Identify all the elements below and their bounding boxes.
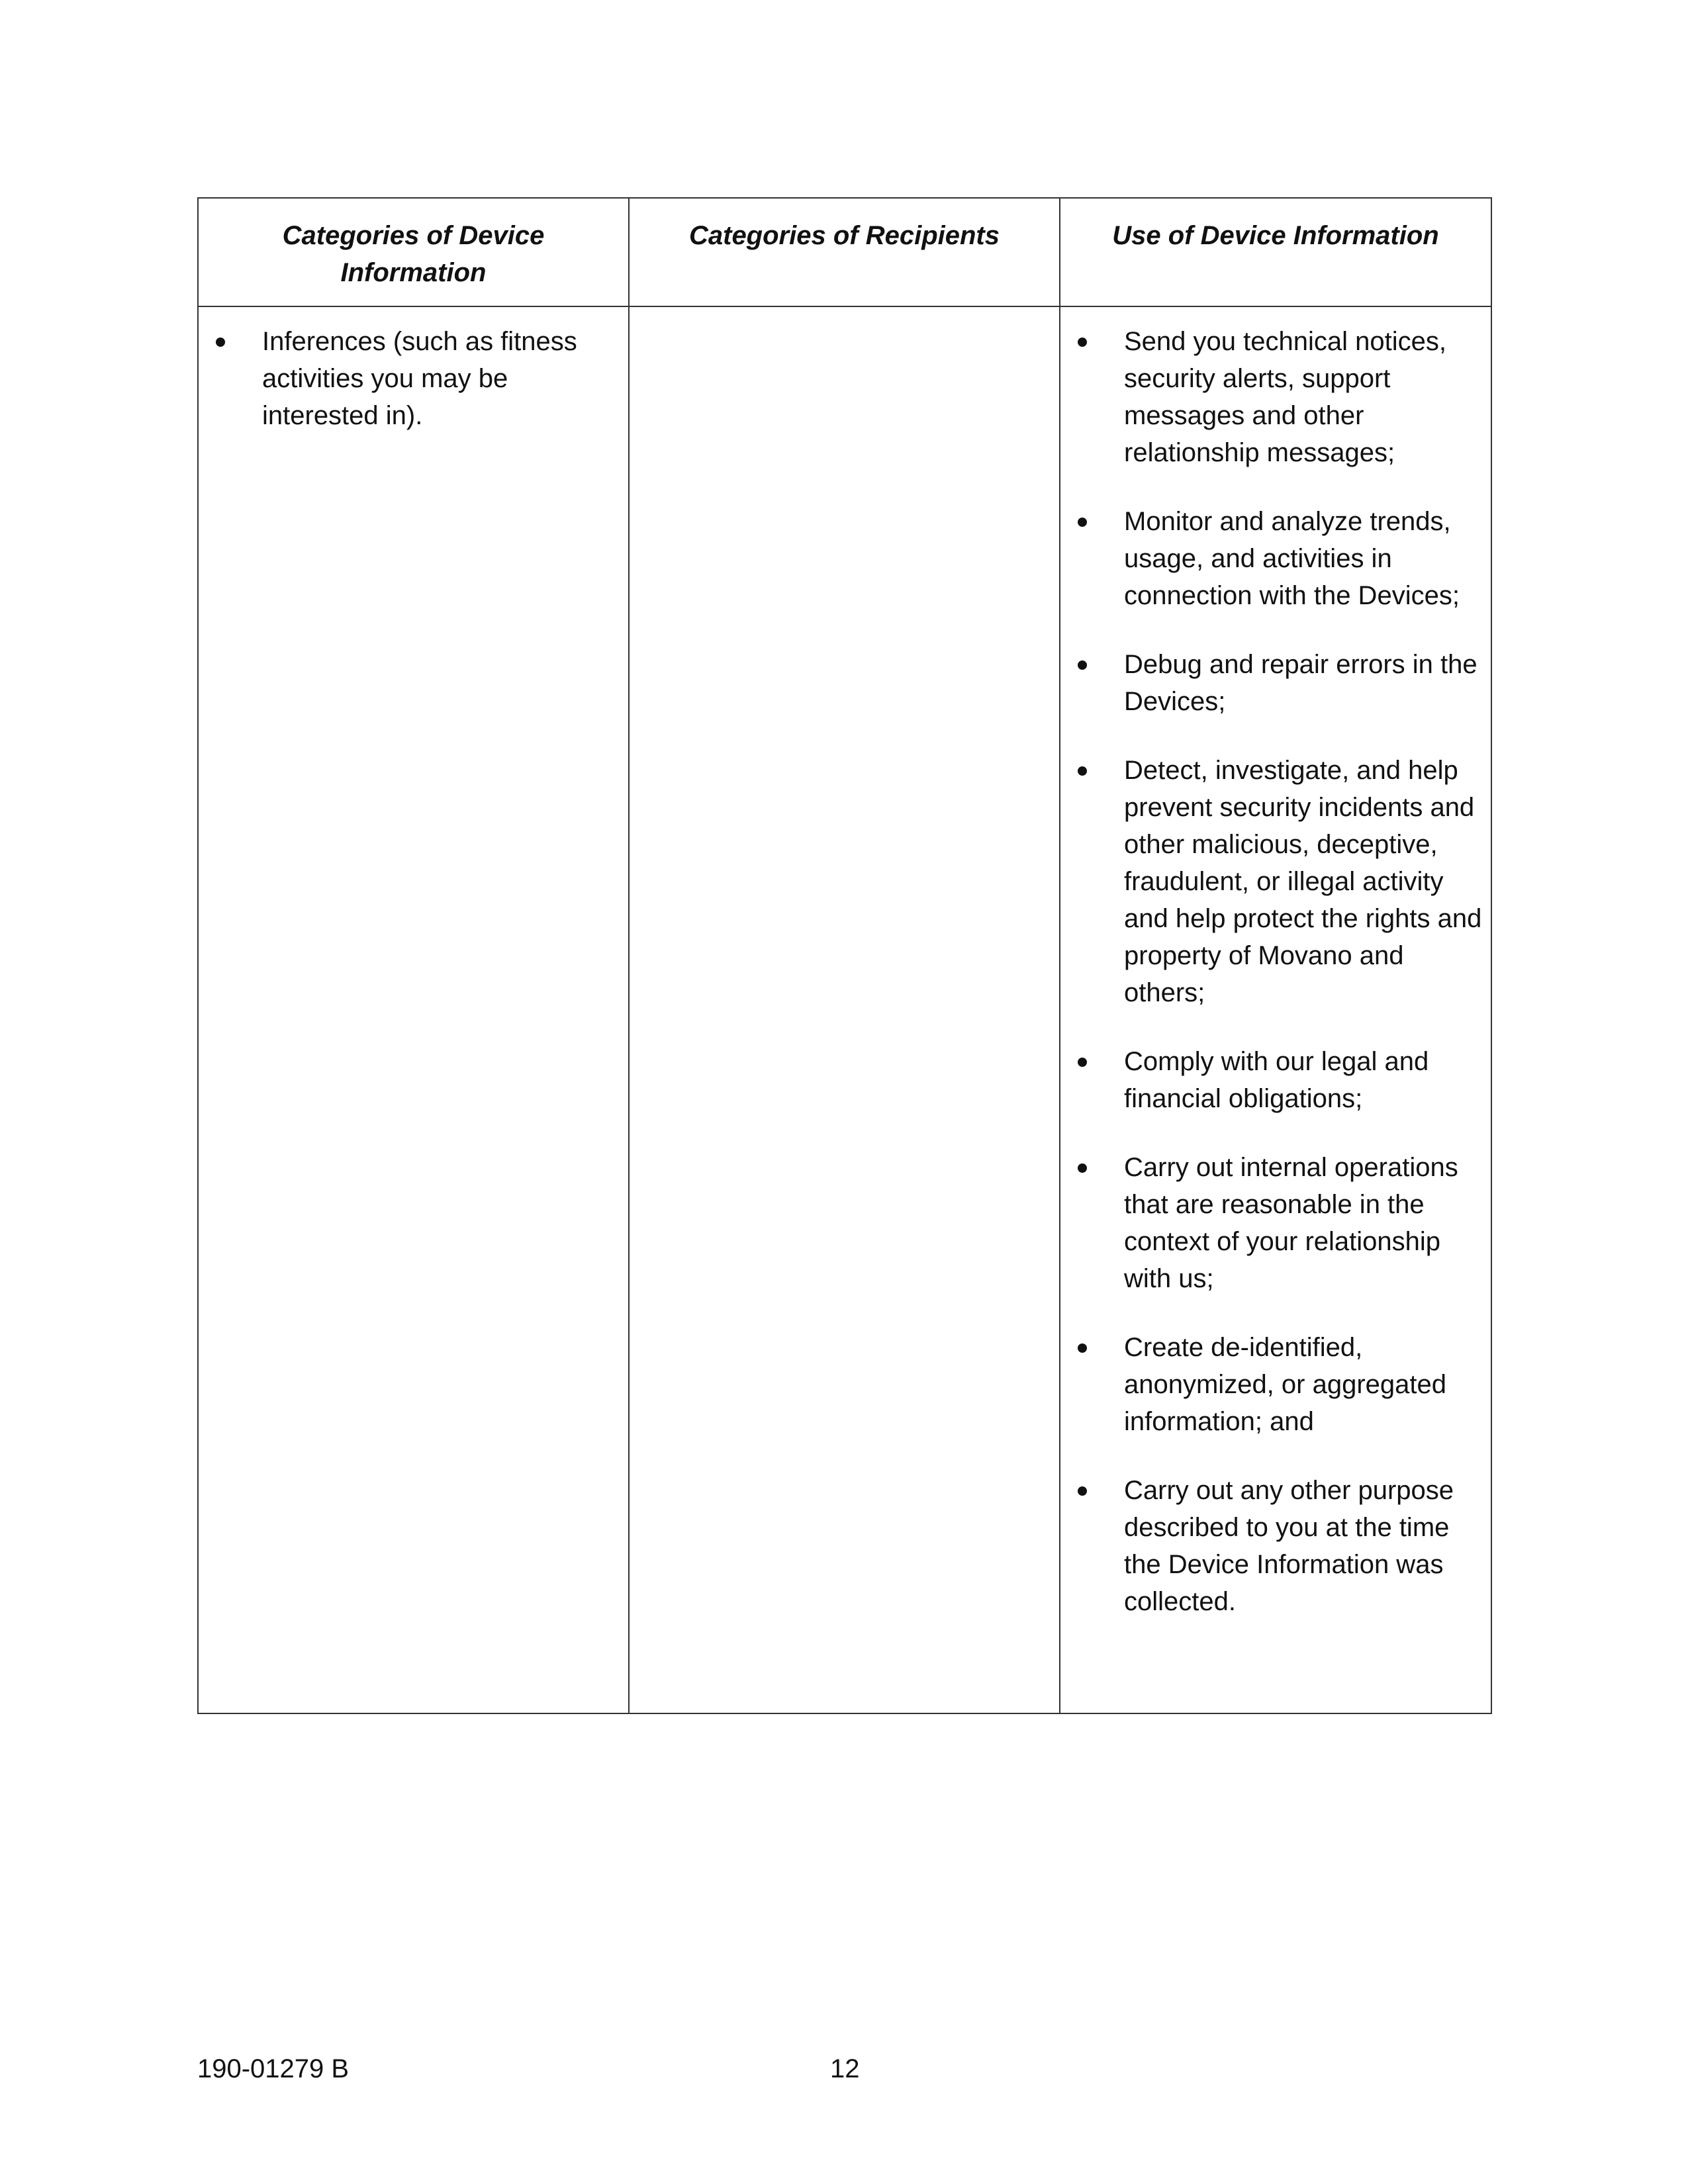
- list-item: [1074, 1149, 1484, 1297]
- list-item-text: Carry out internal operations that are reasonable in the context of your relationship with us;: [1124, 1153, 1458, 1293]
- device-info-list: [212, 323, 622, 434]
- list-item: [1074, 1329, 1484, 1440]
- bullet-icon: [1078, 660, 1087, 670]
- list-item: [1074, 646, 1484, 720]
- recipients-cell: [629, 306, 1060, 1713]
- bullet-icon: [1078, 338, 1087, 347]
- list-item: [1074, 1472, 1484, 1620]
- page-number: 12: [830, 2054, 860, 2083]
- list-item-text: Carry out any other purpose described to you at the time the Device Information was collected.: [1124, 1476, 1454, 1616]
- bullet-icon: [216, 338, 225, 347]
- list-item: [1074, 752, 1484, 1011]
- list-item-text: Inferences (such as fitness activities you may be interested in).: [262, 327, 577, 430]
- list-item-text: Debug and repair errors in the Devices;: [1124, 650, 1477, 716]
- list-item: [1074, 323, 1484, 471]
- table-header-row: [198, 198, 1491, 306]
- bullet-icon: [1078, 1486, 1087, 1496]
- list-item-text: Monitor and analyze trends, usage, and activities in connection with the Devices;: [1124, 507, 1460, 610]
- list-item: [1074, 1043, 1484, 1117]
- header-categories-of-recipients: Categories of Recipients: [629, 198, 1060, 306]
- list-item-text: Detect, investigate, and help prevent security incidents and other malicious, deceptive, fraudulent, or illegal activity and help protect the rights and property of Movano and others;: [1124, 756, 1482, 1007]
- device-information-table: [197, 197, 1492, 1714]
- header-use-of-device-information: Use of Device Information: [1060, 198, 1491, 306]
- document-code: 190-01279 B: [197, 2054, 350, 2083]
- bullet-icon: [1078, 1058, 1087, 1067]
- bullet-icon: [1078, 1163, 1087, 1173]
- use-list: [1074, 323, 1484, 1620]
- list-item-text: Comply with our legal and financial obligations;: [1124, 1047, 1429, 1113]
- bullet-icon: [1078, 766, 1087, 776]
- list-item: [212, 323, 622, 434]
- bullet-icon: [1078, 1343, 1087, 1353]
- table-row: [198, 306, 1491, 1713]
- list-item-text: Create de-identified, anonymized, or aggregated information; and: [1124, 1333, 1446, 1436]
- header-categories-of-device-information: Categories of Device Information: [198, 198, 629, 306]
- device-info-cell: [198, 306, 629, 1713]
- list-item-text: Send you technical notices, security alerts, support messages and other relationship messages;: [1124, 327, 1446, 467]
- bullet-icon: [1078, 518, 1087, 527]
- list-item: [1074, 503, 1484, 614]
- use-cell: [1060, 306, 1491, 1713]
